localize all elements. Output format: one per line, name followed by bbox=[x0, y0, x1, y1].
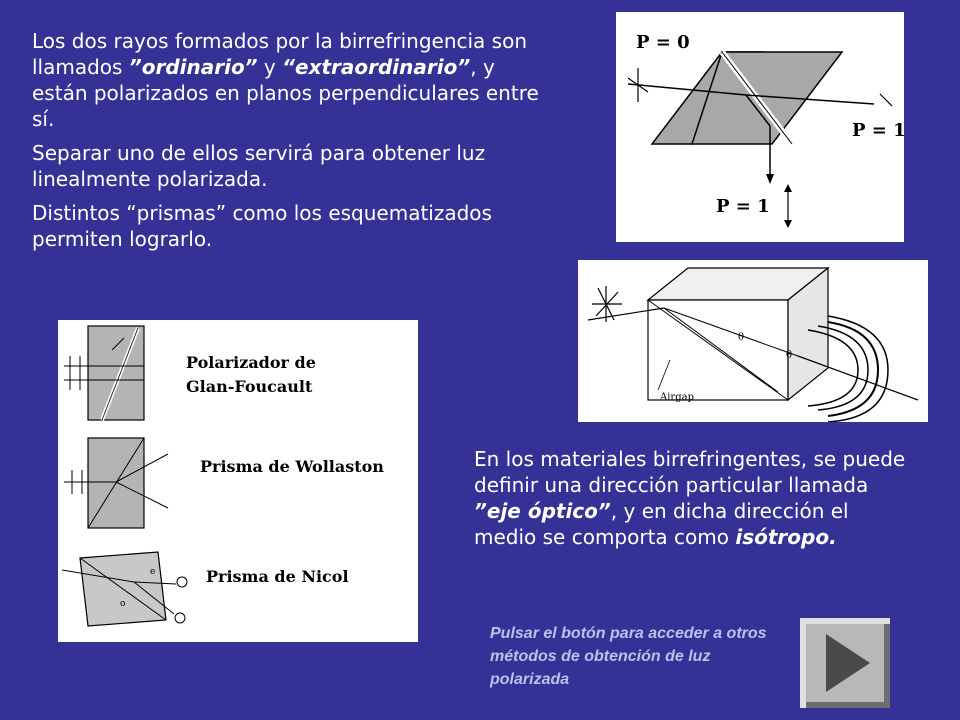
label-e: e bbox=[150, 567, 156, 577]
term-eje-optico: ”eje óptico” bbox=[474, 499, 611, 523]
prism-types-diagram bbox=[58, 320, 418, 642]
label-glan-1: Polarizador de bbox=[186, 353, 316, 372]
label-theta-1: θ bbox=[738, 332, 745, 343]
term-extraordinario: “extraordinario” bbox=[282, 55, 471, 79]
intro-paragraph-2: Separar uno de ellos servirá para obtener luz linealmente polarizada. bbox=[32, 141, 486, 191]
axis-a: En los materiales birrefringentes, se puede definir una dirección particular llamada bbox=[474, 447, 906, 497]
button-note: Pulsar el botón para acceder a otros métodos de obtención de luz polarizada bbox=[490, 625, 767, 688]
airgap-prism-diagram bbox=[578, 260, 928, 422]
intro-text bbox=[32, 28, 552, 260]
birefringence-prism-diagram bbox=[616, 12, 904, 242]
axis-paragraph bbox=[474, 446, 914, 550]
next-button[interactable] bbox=[800, 618, 890, 708]
label-theta-2: θ bbox=[786, 350, 793, 361]
label-nicol: Prisma de Nicol bbox=[206, 567, 349, 586]
intro-paragraph-1 bbox=[32, 28, 552, 132]
intro-p1-a: Los dos rayos formados por la birrefringencia son llamados bbox=[32, 29, 527, 79]
label-wollaston: Prisma de Wollaston bbox=[200, 457, 384, 476]
label-o: o bbox=[120, 599, 126, 609]
axis-b: , y en dicha dirección el medio se comporta como bbox=[474, 499, 849, 549]
term-isotropo: isótropo. bbox=[735, 525, 837, 549]
intro-p1-c: , y están polarizados en planos perpendiculares entre sí. bbox=[32, 55, 539, 131]
label-p1-bottom: P = 1 bbox=[716, 196, 770, 217]
label-p0: P = 0 bbox=[636, 32, 690, 53]
play-arrow-icon bbox=[800, 618, 890, 708]
intro-p1-b: y bbox=[257, 55, 283, 79]
term-ordinario: ”ordinario” bbox=[128, 55, 258, 79]
label-p1-right: P = 1 bbox=[852, 120, 904, 141]
optical-axis-text bbox=[474, 446, 914, 558]
glan-foucault-prism bbox=[88, 326, 144, 420]
label-glan-2: Glan-Foucault bbox=[186, 377, 313, 396]
label-airgap: Airgap bbox=[660, 392, 694, 403]
intro-paragraph-3: Distintos “prismas” como los esquematizados permiten lograrlo. bbox=[32, 201, 492, 251]
